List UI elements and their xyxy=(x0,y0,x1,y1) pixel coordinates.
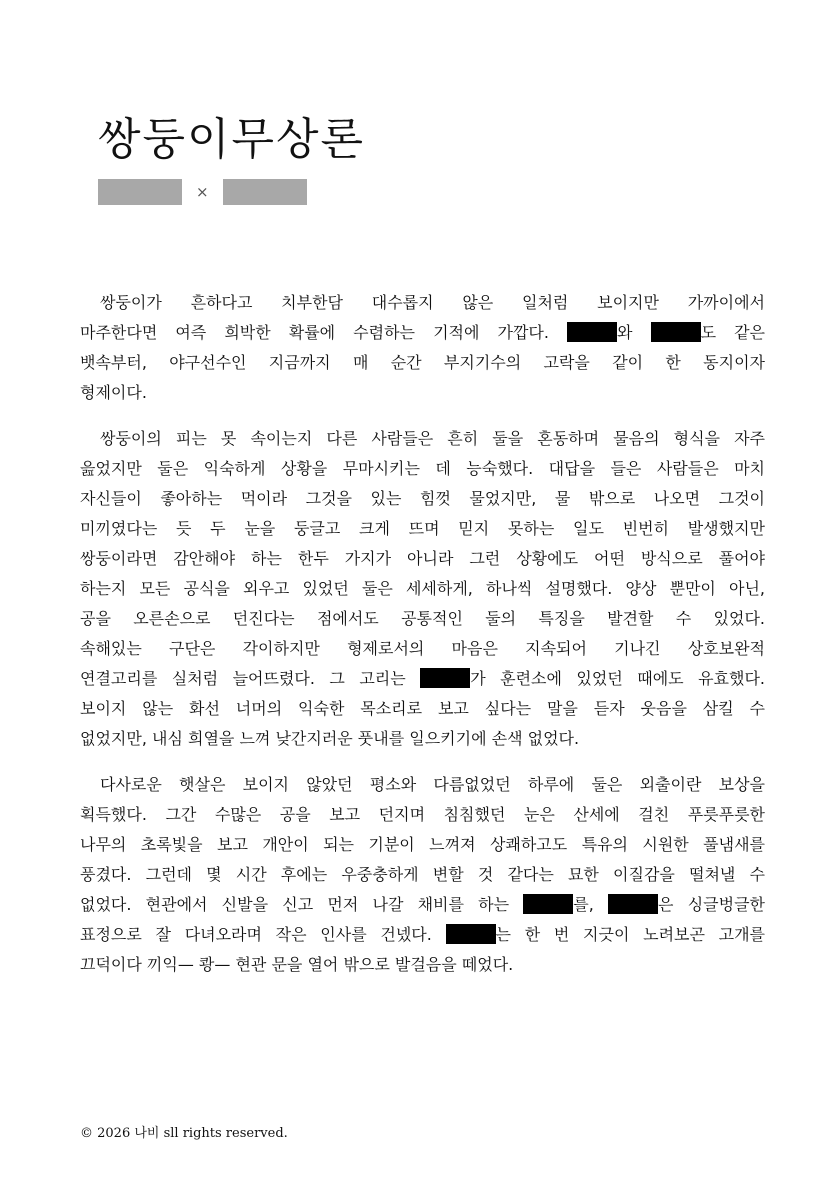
text-segment: 풍겼다. 그런데 몇 시간 후에는 우중충하게 변할 것 같다는 묘한 이질감을 떨쳐낼 수 xyxy=(80,865,765,884)
paragraph xyxy=(80,288,765,408)
text-line xyxy=(80,950,765,980)
redacted-name xyxy=(567,322,617,342)
text-segment: 쌍둥이의 피는 못 속이는지 다른 사람들은 흔히 둘을 혼동하며 물음의 형식을 자주 xyxy=(100,429,765,448)
text-segment: 쌍둥이가 흔하다고 치부한담 대수롭지 않은 일처럼 보이지만 가까이에서 xyxy=(100,293,765,312)
text-segment: 표정으로 잘 다녀오라며 작은 인사를 건넸다. xyxy=(80,925,446,944)
redacted-name xyxy=(523,894,573,914)
text-segment: 미끼였다는 듯 두 눈을 둥글고 크게 뜨며 믿지 못하는 일도 빈번히 발생했지만 xyxy=(80,519,765,538)
text-line xyxy=(80,770,765,800)
text-segment: 와 xyxy=(617,323,651,342)
text-line xyxy=(80,484,765,514)
paragraph xyxy=(80,424,765,754)
text-line xyxy=(80,860,765,890)
text-segment: 속해있는 구단은 각이하지만 형제로서의 마음은 지속되어 기나긴 상호보완적 xyxy=(80,639,765,658)
text-line xyxy=(80,348,765,378)
text-line xyxy=(80,920,765,950)
body-text xyxy=(80,288,765,980)
text-line xyxy=(80,890,765,920)
text-line xyxy=(80,424,765,454)
text-segment: 형제이다. xyxy=(80,383,147,402)
byline-separator: × xyxy=(196,183,209,201)
text-line xyxy=(80,800,765,830)
text-line xyxy=(80,830,765,860)
text-segment: 가 훈련소에 있었던 때에도 유효했다. xyxy=(470,669,765,688)
redacted-name xyxy=(446,924,496,944)
text-line xyxy=(80,514,765,544)
text-line xyxy=(80,574,765,604)
text-line xyxy=(80,544,765,574)
text-segment: 마주한다면 여즉 희박한 확률에 수렴하는 기적에 가깝다. xyxy=(80,323,568,342)
text-segment: 없었다. 현관에서 신발을 신고 먼저 나갈 채비를 하는 xyxy=(80,895,524,914)
byline xyxy=(98,179,307,205)
text-line xyxy=(80,634,765,664)
text-segment: 끄덕이다 끼익— 쾅— 현관 문을 열어 밖으로 발걸음을 떼었다. xyxy=(80,955,514,974)
text-segment: 하는지 모든 공식을 외우고 있었던 둘은 세세하게, 하나씩 설명했다. 양상 뿐만이 아닌, xyxy=(80,579,765,598)
text-segment: 뱃속부터, 야구선수인 지금까지 매 순간 부지기수의 고락을 같이 한 동지이자 xyxy=(80,353,765,372)
text-line xyxy=(80,664,765,694)
text-line xyxy=(80,694,765,724)
text-line xyxy=(80,318,765,348)
text-segment: 공을 오른손으로 던진다는 점에서도 공통적인 둘의 특징을 발견할 수 있었다. xyxy=(80,609,765,628)
copyright-footer: © 2026 나비 sll rights reserved. xyxy=(80,1126,288,1141)
paragraph xyxy=(80,770,765,980)
text-line xyxy=(80,288,765,318)
text-segment: 연결고리를 실처럼 늘어뜨렸다. 그 고리는 xyxy=(80,669,421,688)
text-segment: 다사로운 햇살은 보이지 않았던 평소와 다름없었던 하루에 둘은 외출이란 보상을 xyxy=(100,775,765,794)
author-name-blurred xyxy=(223,179,307,205)
text-segment: 를, xyxy=(573,895,609,914)
text-segment: 는 한 번 지긋이 노려보곤 고개를 xyxy=(495,925,766,944)
text-line xyxy=(80,378,765,408)
text-line xyxy=(80,724,765,754)
text-line xyxy=(80,454,765,484)
text-segment: 쌍둥이라면 감안해야 하는 한두 가지가 아니라 그런 상황에도 어떤 방식으로 풀어야 xyxy=(80,549,765,568)
text-segment: 은 싱글벙글한 xyxy=(658,895,765,914)
page-title: 쌍둥이무상론 xyxy=(98,114,366,165)
text-segment: 나무의 초록빛을 보고 개안이 되는 기분이 느껴져 상쾌하고도 특유의 시원한 풀냄새를 xyxy=(80,835,765,854)
author-name-blurred xyxy=(98,179,182,205)
text-segment: 없었지만, 내심 희열을 느껴 낮간지러운 풋내를 일으키기에 손색 없었다. xyxy=(80,729,580,748)
text-segment: 자신들이 좋아하는 먹이라 그것을 있는 힘껏 물었지만, 물 밖으로 나오면 그것이 xyxy=(80,489,765,508)
redacted-name xyxy=(651,322,701,342)
redacted-name xyxy=(420,668,470,688)
redacted-name xyxy=(608,894,658,914)
text-segment: 보이지 않는 화선 너머의 익숙한 목소리로 보고 싶다는 말을 듣자 웃음을 삼킬 수 xyxy=(80,699,765,718)
text-segment: 도 같은 xyxy=(700,323,765,342)
text-segment: 읊었지만 둘은 익숙하게 상황을 무마시키는 데 능숙했다. 대답을 들은 사람들은 마치 xyxy=(80,459,765,478)
text-line xyxy=(80,604,765,634)
text-segment: 획득했다. 그간 수많은 공을 보고 던지며 침침했던 눈은 산세에 걸친 푸릇푸릇한 xyxy=(80,805,765,824)
